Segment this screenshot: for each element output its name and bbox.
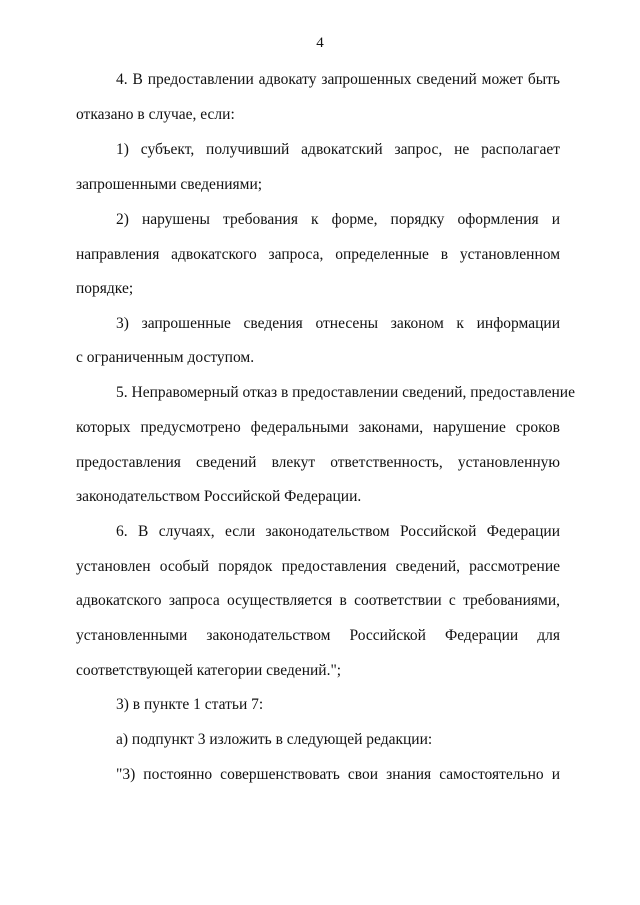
subitem-a: а) подпункт 3 изложить в следующей редакции:: [116, 731, 433, 748]
item-3-article-7: 3) в пункте 1 статьи 7:: [116, 696, 264, 713]
item-2-line-1: 2) нарушены требования к форме, порядку оформления и: [116, 211, 560, 228]
paragraph-5-line-1: 5. Неправомерный отказ в предоставлении сведений, предоставление: [116, 384, 575, 401]
paragraph-6-line-4: установленными законодательством Российской Федерации для: [76, 627, 560, 644]
paragraph-6-line-3: адвокатского запроса осуществляется в соответствии с требованиями,: [76, 592, 560, 609]
paragraph-4-line-2: отказано в случае, если:: [76, 106, 235, 123]
paragraph-5-line-3: предоставления сведений влекут ответственность, установленную: [76, 454, 560, 471]
item-1-line-2: запрошенными сведениями;: [76, 176, 263, 193]
item-2-line-3: порядке;: [76, 280, 134, 297]
paragraph-4-line-1: 4. В предоставлении адвокату запрошенных сведений может быть: [116, 71, 560, 88]
paragraph-5-line-2: которых предусмотрено федеральными законами, нарушение сроков: [76, 419, 560, 436]
item-1-line-1: 1) субъект, получивший адвокатский запрос, не располагает: [116, 141, 560, 158]
paragraph-6-line-1: 6. В случаях, если законодательством Российской Федерации: [116, 523, 560, 540]
paragraph-5-line-4: законодательством Российской Федерации.: [76, 488, 362, 505]
item-3-line-1: 3) запрошенные сведения отнесены законом к информации: [116, 315, 560, 332]
item-2-line-2: направления адвокатского запроса, определенные в установленном: [76, 246, 560, 263]
paragraph-6-line-2: установлен особый порядок предоставления сведений, рассмотрение: [76, 558, 560, 575]
quoted-item-3-line-1: "3) постоянно совершенствовать свои знания самостоятельно и: [116, 766, 560, 783]
paragraph-6-line-5: соответствующей категории сведений.";: [76, 662, 342, 679]
item-3-line-2: с ограниченным доступом.: [76, 349, 255, 366]
page-number: 4: [316, 35, 324, 51]
